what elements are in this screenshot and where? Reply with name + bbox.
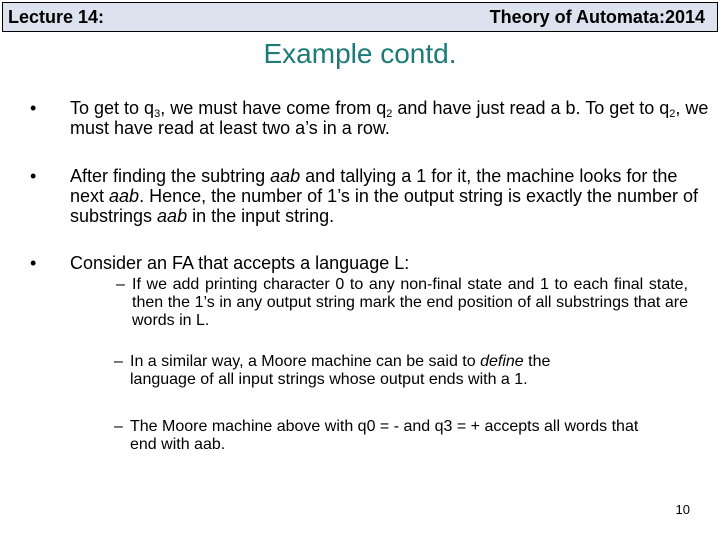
bullet-text: To get to $q_3$, we must have come from $q_2$ and have just read a b. To get to $q_2$, we must have read at least two a’s in a row. [70,98,709,138]
bullet-text: Consider an FA that accepts a language L: [70,253,410,273]
lecture-label: Lecture 14: [8,7,105,27]
sub-item-text: In a similar way, a Moore machine can be said to define the language of all input strings whose output ends with a 1. [130,353,551,388]
sub-item-text: The Moore machine above with q0 = - and q3 = + accepts all words that end with aab. [130,418,639,453]
page-number: 10 [675,502,690,517]
slide-title: Example contd. [263,38,457,69]
dash-marker: – [114,418,123,435]
dash-marker: – [116,276,125,293]
bullet-marker: • [30,166,37,186]
slide-header [2,2,718,32]
bullet-marker: • [30,253,37,273]
sub-item-text: If we add printing character 0 to any non-final state and 1 to each final state, then the 1’s in any output string mark the end position of all substrings that are words in L. [132,276,688,329]
dash-marker: – [114,353,123,370]
bullet-marker: • [30,98,37,118]
bullet-text: After finding the subtring aab and tallying a 1 for it, the machine looks for the next aab. Hence, the number of 1’s in the output string is exactly the number of substrings aab in the input string. [70,166,699,226]
course-label: Theory of Automata:2014 [489,7,705,27]
